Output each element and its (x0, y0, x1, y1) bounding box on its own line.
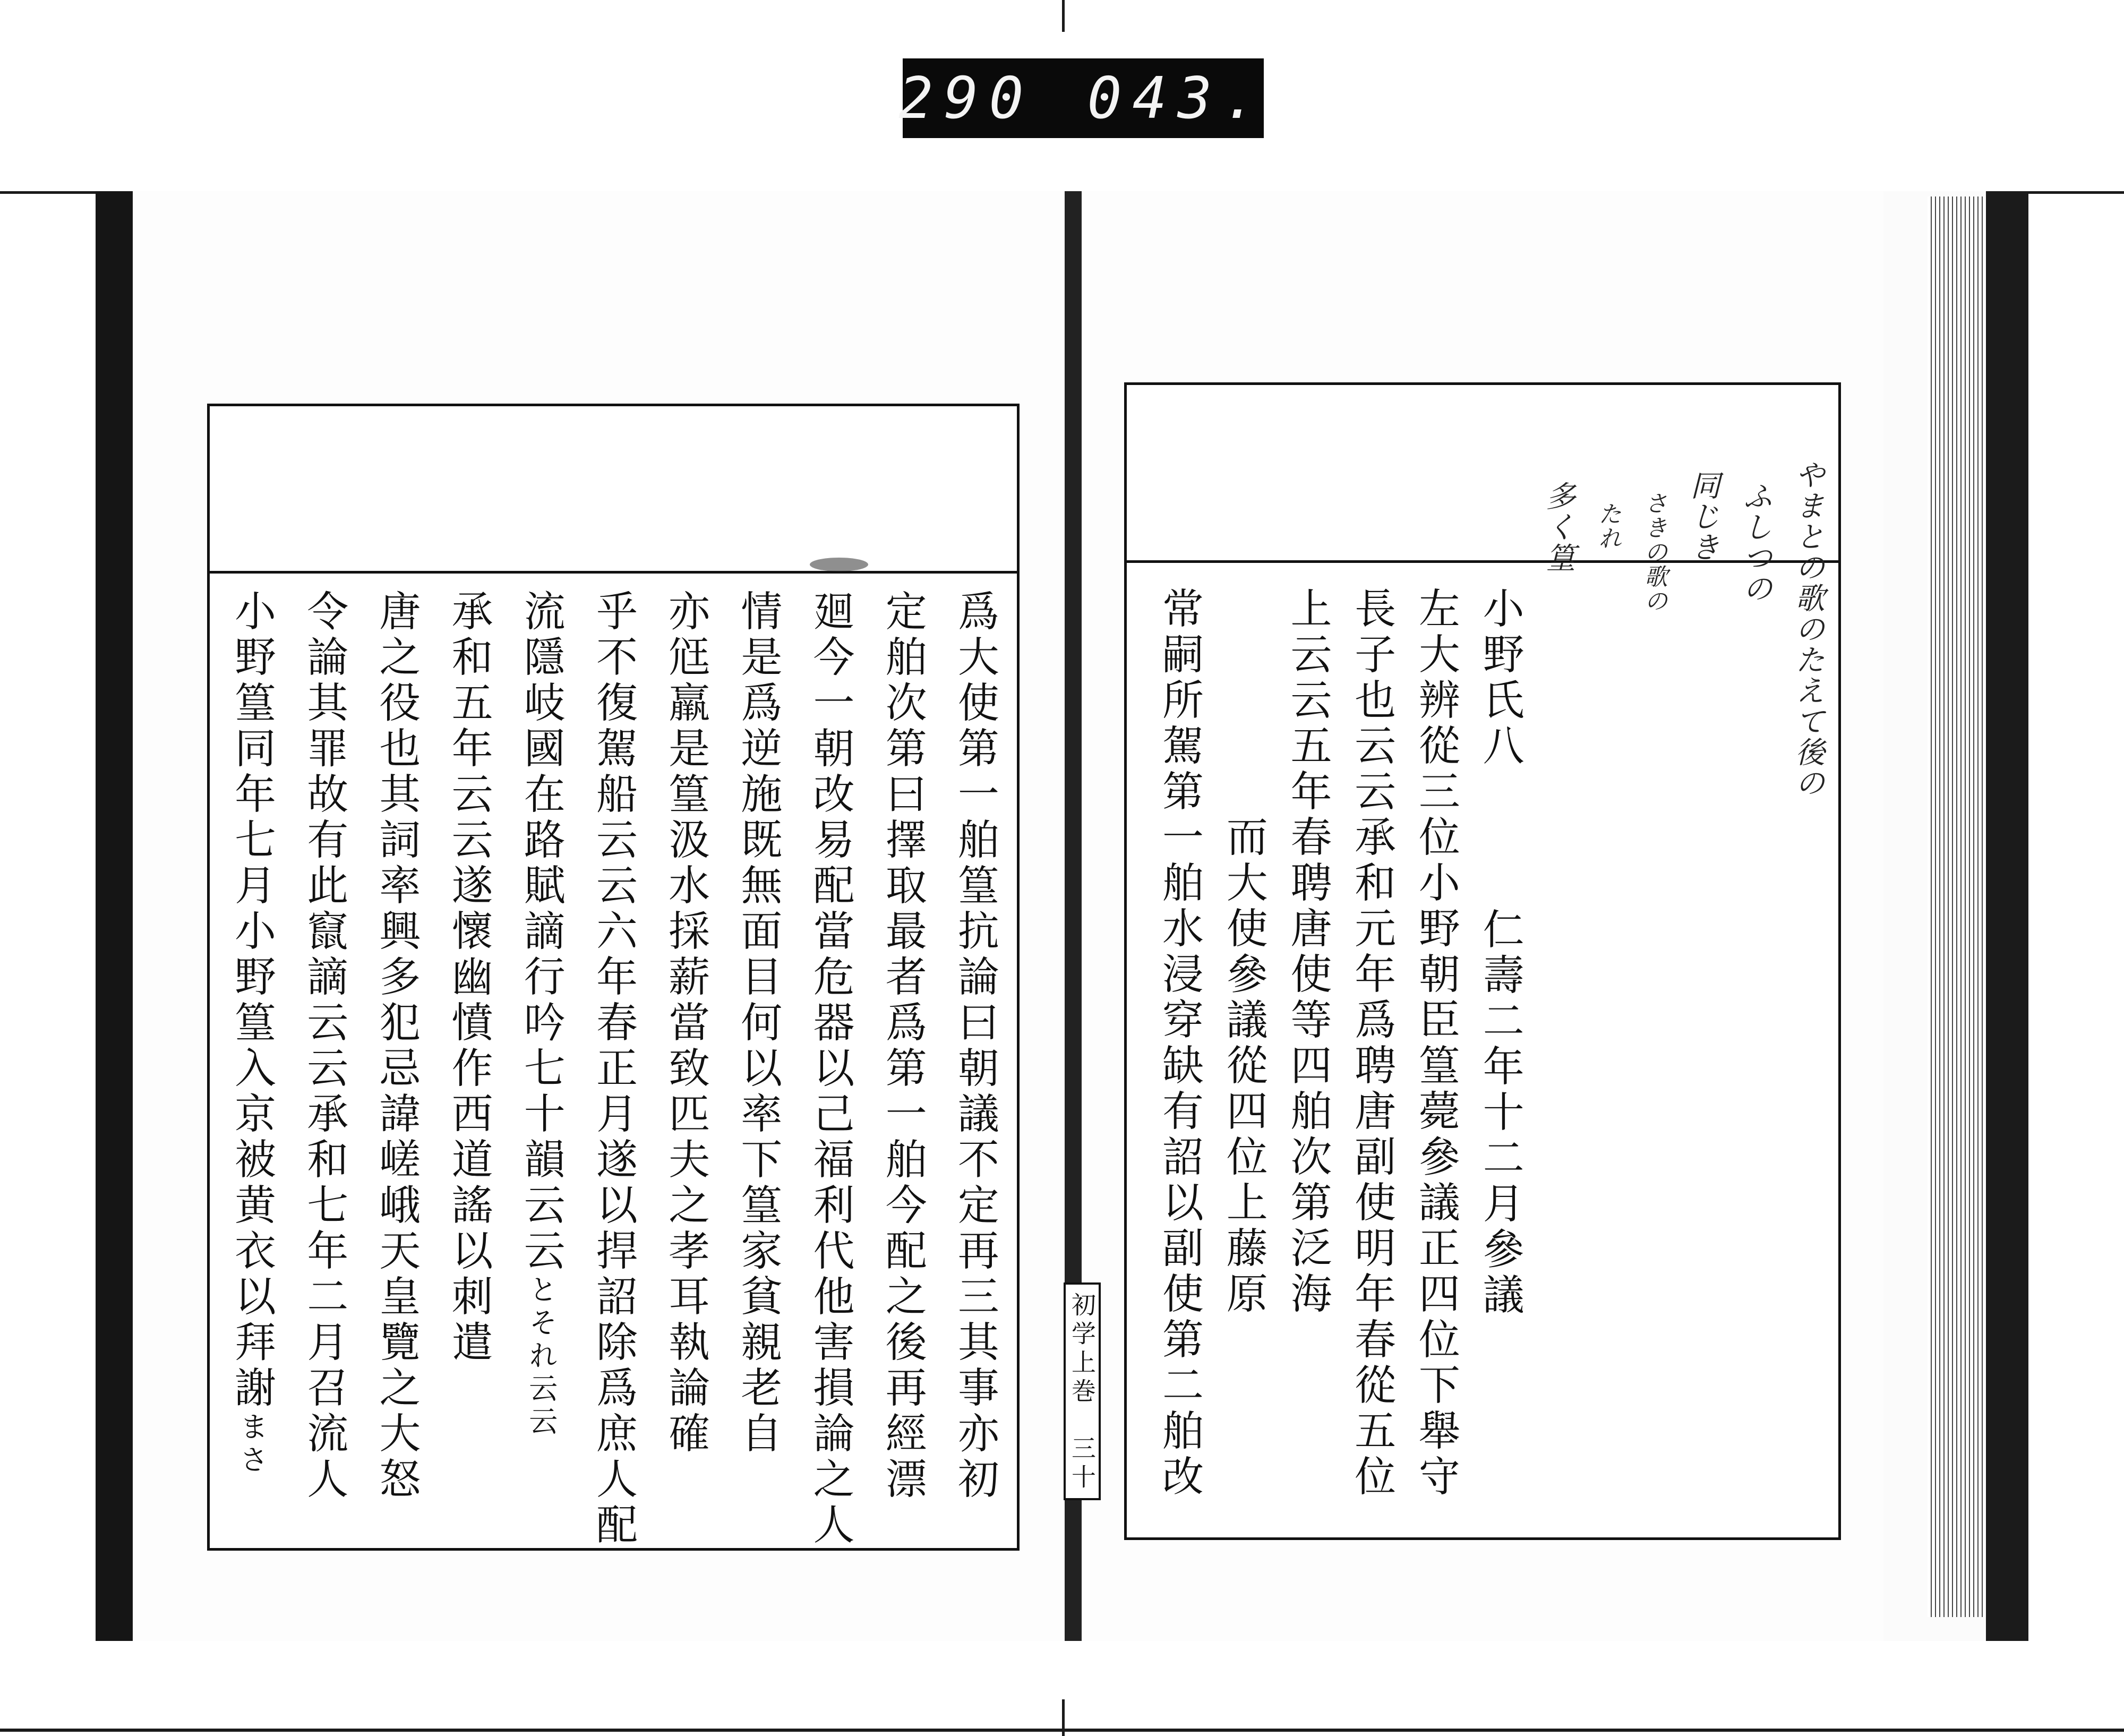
right-col-1-head: 小野氏八 (1476, 587, 1524, 769)
left-col-5: 亦尩羸是篁汲水採薪當致匹夫之孝耳執論確 (662, 589, 710, 1457)
right-script-col-3: 同じき (1685, 470, 1720, 562)
page-number-label: 初学上巻 三十 (1064, 1282, 1101, 1500)
left-header-rule (210, 571, 1017, 574)
right-script-col-2: ふしつの (1738, 481, 1773, 604)
right-header-rule (1127, 560, 1838, 563)
right-script-col-1: やまとの歌のたえて後の (1790, 459, 1825, 798)
right-col-5 (1219, 587, 1267, 1516)
ink-stain (810, 558, 868, 571)
left-col-11-script: まさ (235, 1412, 269, 1477)
left-col-11-text: 小野篁同年七月小野篁入京被黄衣以拜謝 (228, 589, 276, 1412)
right-col-1-tail: 仁壽二年十二月參議 (1476, 908, 1524, 1319)
right-script-col-5: たれ (1594, 502, 1622, 551)
right-col-1 (1476, 587, 1524, 1516)
frame-number (898, 58, 1268, 138)
left-page (133, 191, 1065, 1641)
book-spread (96, 191, 2028, 1641)
left-col-7 (517, 589, 565, 1527)
right-col-3: 長子也云云承和元年爲聘唐副使明年春從五位 (1348, 587, 1396, 1500)
right-script-col-4: さきの歌の (1640, 491, 1667, 613)
left-col-1: 爲大使第一舶篁抗論曰朝議不定再三其事亦初 (950, 589, 999, 1503)
left-col-6: 乎不復駕船云云六年春正月遂以捍詔除爲庶人配 (589, 589, 637, 1549)
left-col-4: 情是爲逆施既無面目何以率下篁家貧親老自 (734, 589, 782, 1457)
left-col-3: 廻今一朝改易配當危器以己福利代他害損論之人 (806, 589, 854, 1549)
frame-number-left: 290 (898, 65, 1034, 132)
right-columns (1155, 459, 1825, 1516)
left-col-8: 承和五年云云遂懷幽憤作西道謠以刺遣 (444, 589, 493, 1366)
frame-number-right: 043. (1087, 65, 1268, 132)
left-cover-edge (96, 191, 133, 1641)
left-col-7-script: とそれ云云 (524, 1275, 558, 1439)
left-col-11 (228, 589, 276, 1527)
right-col-6: 常嗣所駕第一舶水浸穿缺有詔以副使第二舶改 (1155, 587, 1203, 1500)
left-columns (228, 589, 999, 1549)
right-page (1082, 191, 1883, 1641)
right-script-col-6: 多く篁 (1541, 481, 1576, 573)
right-col-2: 左大辨從三位小野朝臣篁薨參議正四位下舉守 (1411, 587, 1460, 1500)
right-text-frame (1124, 382, 1841, 1540)
left-col-10: 令論其罪故有此竄謫云云承和七年二月召流人 (300, 589, 348, 1503)
right-cover-edge (1986, 191, 2028, 1641)
top-divider (1062, 0, 1065, 32)
page-edges (1928, 196, 1986, 1617)
right-col-4: 上云云五年春聘唐使等四舶次第泛海 (1283, 587, 1332, 1318)
left-col-7-text: 流隱岐國在路賦謫行吟七十韻云云 (517, 589, 565, 1275)
left-col-9: 唐之役也其詞率興多犯忌諱嵯峨天皇覽之大怒 (372, 589, 421, 1503)
left-col-2: 定舶次第曰擇取最者爲第一舶今配之後再經漂 (878, 589, 927, 1503)
left-text-frame (207, 404, 1020, 1551)
right-col-5-text: 而大使參議從四位上藤原 (1219, 815, 1267, 1318)
bottom-scan-line (0, 1729, 2124, 1732)
